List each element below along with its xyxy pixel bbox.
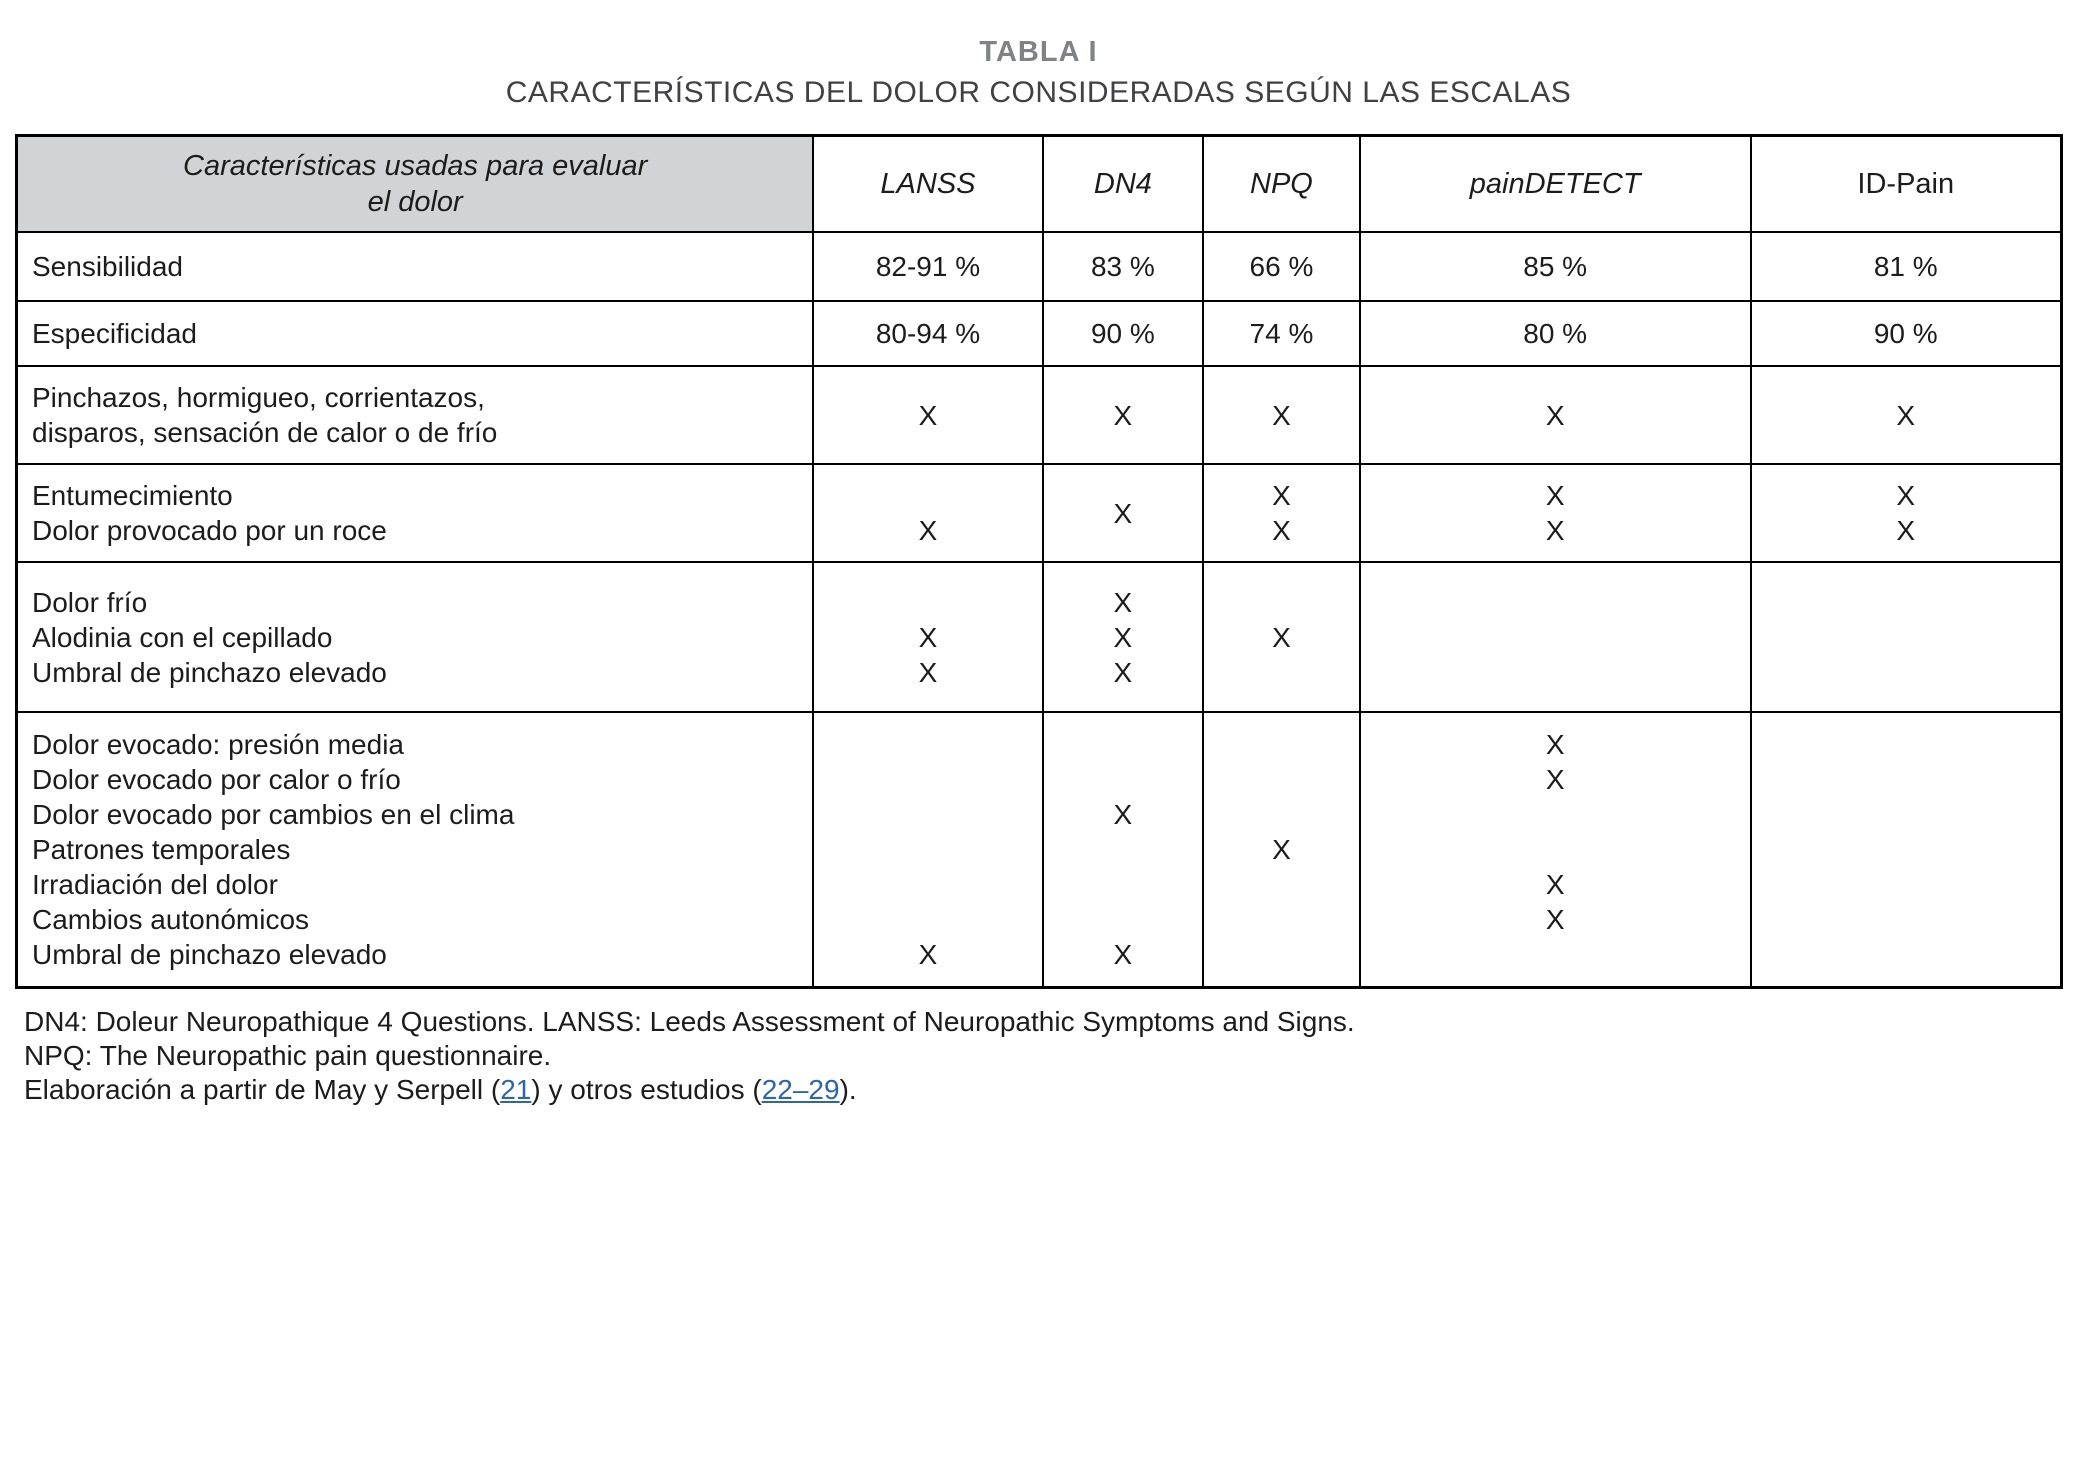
footnote-line-1: DN4: Doleur Neuropathique 4 Questions. LANSS: Leeds Assessment of Neuropathic Symptoms and Signs. <box>24 1006 1355 1037</box>
table-row <box>18 561 2060 711</box>
row-label-line: Dolor frío <box>32 586 148 618</box>
empty-line <box>1752 585 2060 620</box>
mark: X <box>1272 621 1291 653</box>
row-label-line: Dolor evocado por calor o frío <box>32 764 401 795</box>
table-cell <box>1359 563 1750 711</box>
row-label-cell <box>18 713 812 986</box>
mark: X <box>918 515 938 546</box>
row-label-lines <box>32 727 514 972</box>
mark: 80-94 % <box>875 318 981 349</box>
row-label-lines <box>32 316 197 351</box>
table-cell <box>812 302 1041 365</box>
column-header-label: painDETECT <box>1469 168 1641 200</box>
table-header-row <box>18 137 2060 231</box>
header-label-line: Características usadas para evaluar <box>183 150 648 182</box>
table-cell <box>1202 465 1359 561</box>
mark-lines <box>1361 478 1750 548</box>
mark-lines <box>1044 727 1203 972</box>
empty-line <box>814 797 1041 832</box>
row-label-line: Dolor provocado por un roce <box>32 515 387 546</box>
table-cell <box>1750 563 2060 711</box>
table-cell <box>1202 713 1359 986</box>
table-cell <box>1202 302 1359 365</box>
mark: X <box>1113 656 1133 688</box>
table-cell <box>1042 465 1203 561</box>
column-header-dn4 <box>1042 137 1203 231</box>
footnote-line-2: NPQ: The Neuropathic pain questionnaire. <box>24 1040 552 1071</box>
table-cell <box>1750 233 2060 300</box>
table-body <box>18 231 2060 986</box>
table-caption: CARACTERÍSTICAS DEL DOLOR CONSIDERADAS SEGÚN LAS ESCALAS <box>505 76 1572 109</box>
empty-line <box>814 478 1041 513</box>
table-row <box>18 365 2060 463</box>
row-label-lines <box>32 585 387 690</box>
mark: X <box>1113 399 1133 431</box>
column-header-npq <box>1202 137 1359 231</box>
empty-line <box>814 832 1041 867</box>
mark: X <box>918 621 938 653</box>
table-row <box>18 463 2060 561</box>
mark: 74 % <box>1249 318 1314 349</box>
table-row <box>18 711 2060 986</box>
header-label-lines <box>183 148 647 220</box>
mark-lines <box>1204 585 1359 690</box>
row-label-cell <box>18 302 812 365</box>
row-label-line: disparos, sensación de calor o de frío <box>32 417 498 448</box>
table-cell <box>1359 465 1750 561</box>
row-label-line: Patrones temporales <box>32 834 291 865</box>
column-header-paindetect <box>1359 137 1750 231</box>
table-title-block <box>0 0 2077 110</box>
mark-lines <box>1361 727 1750 972</box>
empty-line <box>1361 655 1750 690</box>
mark: X <box>1896 399 1916 431</box>
row-label-line: Cambios autonómicos <box>32 904 310 935</box>
column-header-lanss <box>812 137 1041 231</box>
mark-lines <box>1752 478 2060 548</box>
mark: X <box>1896 480 1916 511</box>
mark: X <box>918 399 938 431</box>
table-cell <box>1359 713 1750 986</box>
empty-line <box>1752 832 2060 867</box>
empty-line <box>1361 937 1750 972</box>
mark: X <box>1545 764 1565 795</box>
mark: X <box>1545 399 1565 431</box>
mark-lines <box>1204 478 1359 548</box>
table-cell <box>1202 233 1359 300</box>
empty-line <box>1752 867 2060 902</box>
mark: X <box>918 939 938 970</box>
empty-line <box>1044 867 1203 902</box>
table-cell <box>1750 367 2060 463</box>
table-cell <box>1750 302 2060 365</box>
table-cell <box>1042 302 1203 365</box>
mark: X <box>1896 515 1916 546</box>
empty-line <box>1752 727 2060 762</box>
mark: 85 % <box>1523 251 1588 282</box>
mark-lines <box>814 478 1041 548</box>
table-number-title: TABLA I <box>979 36 1098 68</box>
table-row <box>18 231 2060 300</box>
empty-line <box>1044 902 1203 937</box>
row-label-cell <box>18 233 812 300</box>
table-row <box>18 300 2060 365</box>
mark-lines <box>1044 585 1203 690</box>
mark: X <box>1545 480 1565 511</box>
row-label-line: Irradiación del dolor <box>32 869 278 900</box>
mark: 66 % <box>1249 251 1314 282</box>
table-cell <box>1750 465 2060 561</box>
mark: X <box>918 656 938 688</box>
table-cell <box>1359 367 1750 463</box>
mark: X <box>1113 799 1133 830</box>
mark: X <box>1272 480 1291 511</box>
empty-line <box>814 727 1041 762</box>
footnote-text: ). <box>839 1074 857 1105</box>
pain-scales-table <box>15 134 2063 989</box>
table-cell <box>1202 367 1359 463</box>
empty-line <box>814 902 1041 937</box>
table-cell <box>812 233 1041 300</box>
empty-line <box>1361 832 1750 867</box>
row-label-cell <box>18 367 812 463</box>
footnote-text: ) y otros estudios ( <box>531 1074 762 1105</box>
empty-line <box>1204 585 1359 620</box>
row-label-line: Sensibilidad <box>32 251 183 282</box>
column-header-label: DN4 <box>1093 168 1152 200</box>
empty-line <box>1752 902 2060 937</box>
mark: X <box>1272 515 1291 546</box>
mark-lines <box>1361 585 1750 690</box>
table-cell <box>1750 713 2060 986</box>
mark: X <box>1113 939 1133 970</box>
table-cell <box>1042 713 1203 986</box>
mark: X <box>1545 869 1565 900</box>
mark: X <box>1113 621 1133 653</box>
row-label-lines <box>32 380 497 450</box>
reference-link-22-29[interactable]: 22–29 <box>761 1074 840 1105</box>
row-label-lines <box>32 478 387 548</box>
row-label-line: Especificidad <box>32 318 197 349</box>
empty-line <box>1044 832 1203 867</box>
mark: 90 % <box>1090 318 1155 349</box>
mark: 82-91 % <box>875 251 981 282</box>
mark: 83 % <box>1090 251 1155 282</box>
reference-link-21[interactable]: 21 <box>500 1074 532 1105</box>
mark: 80 % <box>1523 318 1588 349</box>
empty-line <box>1752 797 2060 832</box>
table-cell <box>1359 302 1750 365</box>
mark: X <box>1272 834 1291 865</box>
row-label-line: Umbral de pinchazo elevado <box>32 939 387 970</box>
empty-line <box>1752 620 2060 655</box>
table-cell <box>1202 563 1359 711</box>
row-label-cell <box>18 563 812 711</box>
footnote-line-3 <box>24 1073 2077 1107</box>
mark-lines <box>814 727 1041 972</box>
empty-line <box>1361 797 1750 832</box>
row-label-line: Dolor evocado por cambios en el clima <box>32 799 515 830</box>
column-header-features <box>18 137 812 231</box>
column-header-label: ID-Pain <box>1857 168 1955 200</box>
table-cell <box>812 563 1041 711</box>
mark: X <box>1113 497 1133 529</box>
column-header-label: LANSS <box>880 168 976 200</box>
empty-line <box>1361 620 1750 655</box>
column-header-label: NPQ <box>1250 168 1313 200</box>
table-cell <box>1042 563 1203 711</box>
table-cell <box>1042 233 1203 300</box>
mark: X <box>1113 586 1133 618</box>
empty-line <box>1044 762 1203 797</box>
mark: X <box>1545 729 1565 760</box>
empty-line <box>1752 762 2060 797</box>
footnotes <box>24 1005 2077 1107</box>
mark: X <box>1545 904 1565 935</box>
table-cell <box>1359 233 1750 300</box>
mark: 90 % <box>1873 318 1938 349</box>
empty-line <box>1752 937 2060 972</box>
mark-lines <box>1752 585 2060 690</box>
column-header-id-pain <box>1750 137 2060 231</box>
table-cell <box>812 465 1041 561</box>
row-label-line: Alodinia con el cepillado <box>32 621 333 653</box>
table-cell <box>812 713 1041 986</box>
row-label-cell <box>18 465 812 561</box>
row-label-lines <box>32 249 183 284</box>
empty-line <box>814 585 1041 620</box>
mark-lines <box>1752 727 2060 972</box>
empty-line <box>1204 655 1359 690</box>
row-label-line: Pinchazos, hormigueo, corrientazos, <box>32 382 485 413</box>
mark: 81 % <box>1873 251 1938 282</box>
empty-line <box>1752 655 2060 690</box>
footnote-text: Elaboración a partir de May y Serpell ( <box>24 1074 501 1105</box>
empty-line <box>1044 727 1203 762</box>
header-label-line: el dolor <box>367 186 463 218</box>
mark: X <box>1545 515 1565 546</box>
empty-line <box>814 762 1041 797</box>
mark: X <box>1272 399 1291 431</box>
table-cell <box>812 367 1041 463</box>
row-label-line: Umbral de pinchazo elevado <box>32 656 387 688</box>
empty-line <box>814 867 1041 902</box>
empty-line <box>1361 585 1750 620</box>
table-cell <box>1042 367 1203 463</box>
row-label-line: Entumecimiento <box>32 480 233 511</box>
mark-lines <box>814 585 1041 690</box>
row-label-line: Dolor evocado: presión media <box>32 729 404 760</box>
